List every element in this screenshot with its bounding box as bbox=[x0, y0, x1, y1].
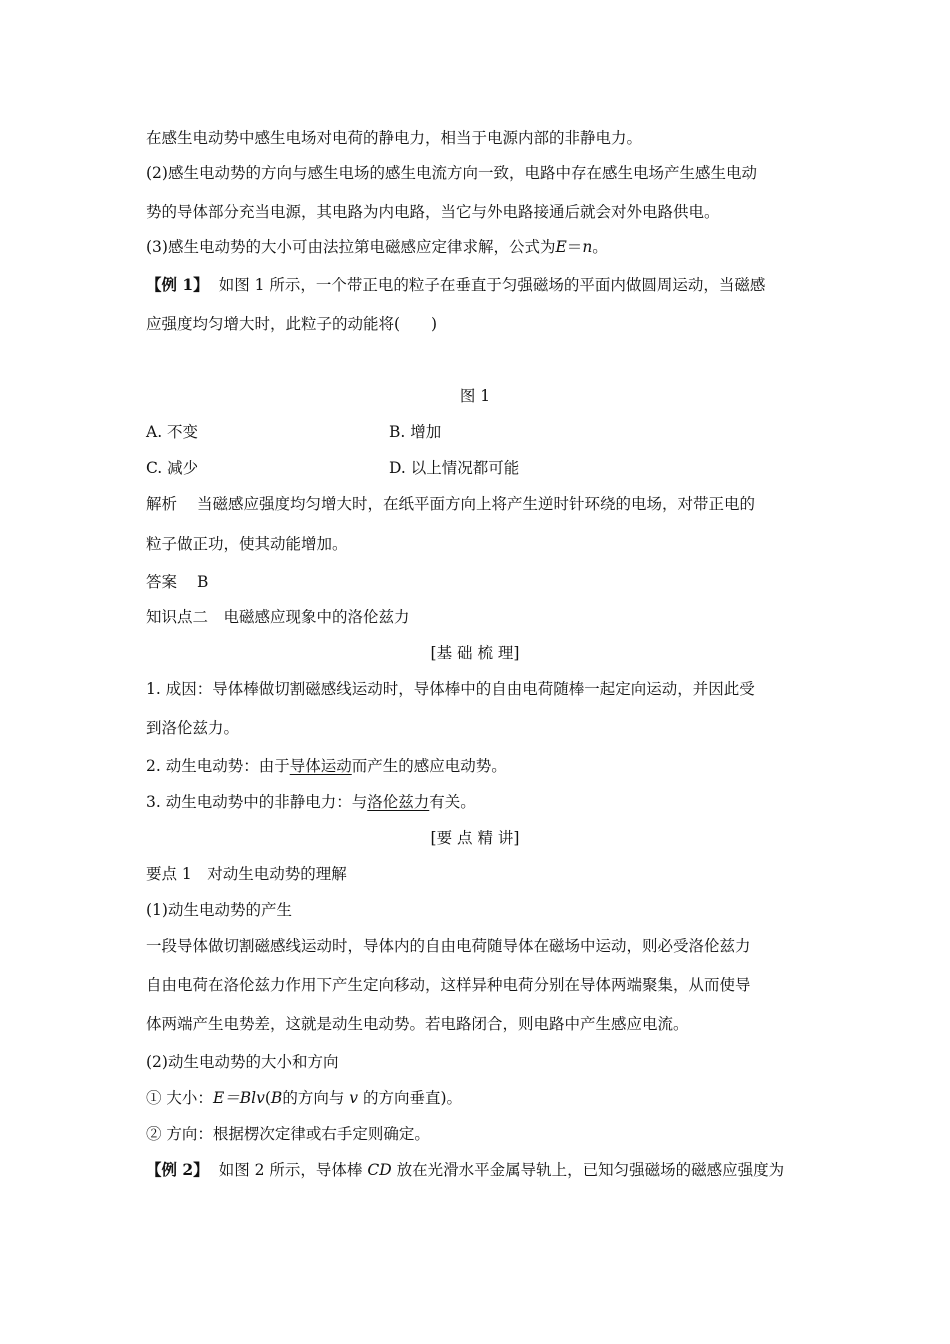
text: 如图 2 所示，导体棒 bbox=[218, 1161, 368, 1179]
example-tag: 【例 1】 bbox=[146, 275, 209, 294]
subsection-title: 要点 1 对动生电动势的理解 bbox=[146, 865, 347, 883]
section-title: 知识点二 电磁感应现象中的洛伦兹力 bbox=[146, 608, 410, 626]
text: 而产生的感应电动势。 bbox=[351, 757, 507, 775]
analysis-label: 解析 bbox=[146, 495, 178, 513]
basics-heading: [基 础 梳 理] bbox=[430, 644, 520, 662]
analysis-line: 粒子做正功，使其动能增加。 bbox=[146, 535, 348, 553]
symbol-CD: CD bbox=[367, 1161, 392, 1179]
text: 的方向与 bbox=[282, 1089, 350, 1107]
text: 。 bbox=[592, 238, 608, 256]
text: (3)感生电动势的大小可由法拉第电磁感应定律求解，公式为 bbox=[146, 238, 556, 256]
underlined-term: 洛伦兹力 bbox=[367, 793, 430, 811]
option-d: D. 以上情况都可能 bbox=[389, 459, 520, 477]
paragraph-line: 体两端产生电势差，这就是动生电动势。若电路闭合，则电路中产生感应电流。 bbox=[146, 1015, 689, 1033]
paragraph-line: ② 方向：根据楞次定律或右手定则确定。 bbox=[146, 1125, 430, 1143]
symbol-B: B bbox=[270, 1089, 283, 1107]
text: ① 大小： bbox=[146, 1089, 213, 1107]
paragraph-line bbox=[146, 791, 810, 813]
text: ( bbox=[264, 1089, 271, 1107]
paragraph-line bbox=[146, 1087, 810, 1109]
answer-line bbox=[146, 571, 810, 593]
answer-label: 答案 bbox=[146, 573, 178, 591]
formula: E＝Blv bbox=[212, 1089, 265, 1107]
option-c: C. 减少 bbox=[146, 459, 199, 477]
analysis-line bbox=[146, 493, 810, 515]
text: 当磁感应强度均匀增大时，在纸平面方向上将产生逆时针环绕的电场，对带正电的 bbox=[197, 495, 756, 513]
text: 3. 动生电动势中的非静电力：与 bbox=[146, 793, 368, 811]
text: 的方向垂直)。 bbox=[358, 1089, 462, 1107]
paragraph-line: (2)感生电动势的方向与感生电场的感生电流方向一致，电路中存在感生电场产生感生电动 bbox=[146, 164, 757, 182]
paragraph-line: 一段导体做切割磁感线运动时，导体内的自由电荷随导体在磁场中运动，则必受洛伦兹力 bbox=[146, 937, 751, 955]
paragraph-line: (2)动生电动势的大小和方向 bbox=[146, 1053, 339, 1071]
figure-caption: 图 1 bbox=[459, 387, 491, 405]
text: 2. 动生电动势：由于 bbox=[146, 757, 290, 775]
paragraph-line: 1. 成因：导体棒做切割磁感线运动时，导体棒中的自由电荷随棒一起定向运动，并因此受 bbox=[146, 680, 755, 698]
paragraph-line: 到洛伦兹力。 bbox=[146, 719, 240, 737]
paragraph-line bbox=[146, 755, 810, 777]
example-1-line: 应强度均匀增大时，此粒子的动能将( ) bbox=[146, 315, 438, 333]
paragraph-line: (1)动生电动势的产生 bbox=[146, 901, 292, 919]
symbol-n: n bbox=[582, 238, 593, 256]
paragraph-line: 势的导体部分充当电源，其电路为内电路，当它与外电路接通后就会对外电路供电。 bbox=[146, 203, 720, 221]
example-2-line bbox=[146, 1159, 810, 1181]
paragraph-line: 在感生电动势中感生电场对电荷的静电力，相当于电源内部的非静电力。 bbox=[146, 129, 643, 147]
paragraph-line bbox=[146, 236, 810, 258]
example-tag: 【例 2】 bbox=[146, 1160, 209, 1179]
text: ＝ bbox=[566, 238, 583, 256]
option-a: A. 不变 bbox=[146, 423, 199, 441]
text: 如图 1 所示，一个带正电的粒子在垂直于匀强磁场的平面内做圆周运动，当磁感 bbox=[218, 276, 766, 294]
key-points-heading: [要 点 精 讲] bbox=[430, 829, 520, 847]
answer-value: B bbox=[197, 573, 209, 591]
option-b: B. 增加 bbox=[389, 423, 442, 441]
example-1-line bbox=[146, 274, 810, 296]
symbol-E: E bbox=[555, 238, 567, 256]
text: 放在光滑水平金属导轨上，已知匀强磁场的磁感应强度为 bbox=[391, 1161, 785, 1179]
paragraph-line: 自由电荷在洛伦兹力作用下产生定向移动，这样异种电荷分别在导体两端聚集，从而使导 bbox=[146, 976, 751, 994]
underlined-term: 导体运动 bbox=[289, 757, 352, 775]
symbol-v: v bbox=[349, 1089, 359, 1107]
text: 有关。 bbox=[429, 793, 476, 811]
